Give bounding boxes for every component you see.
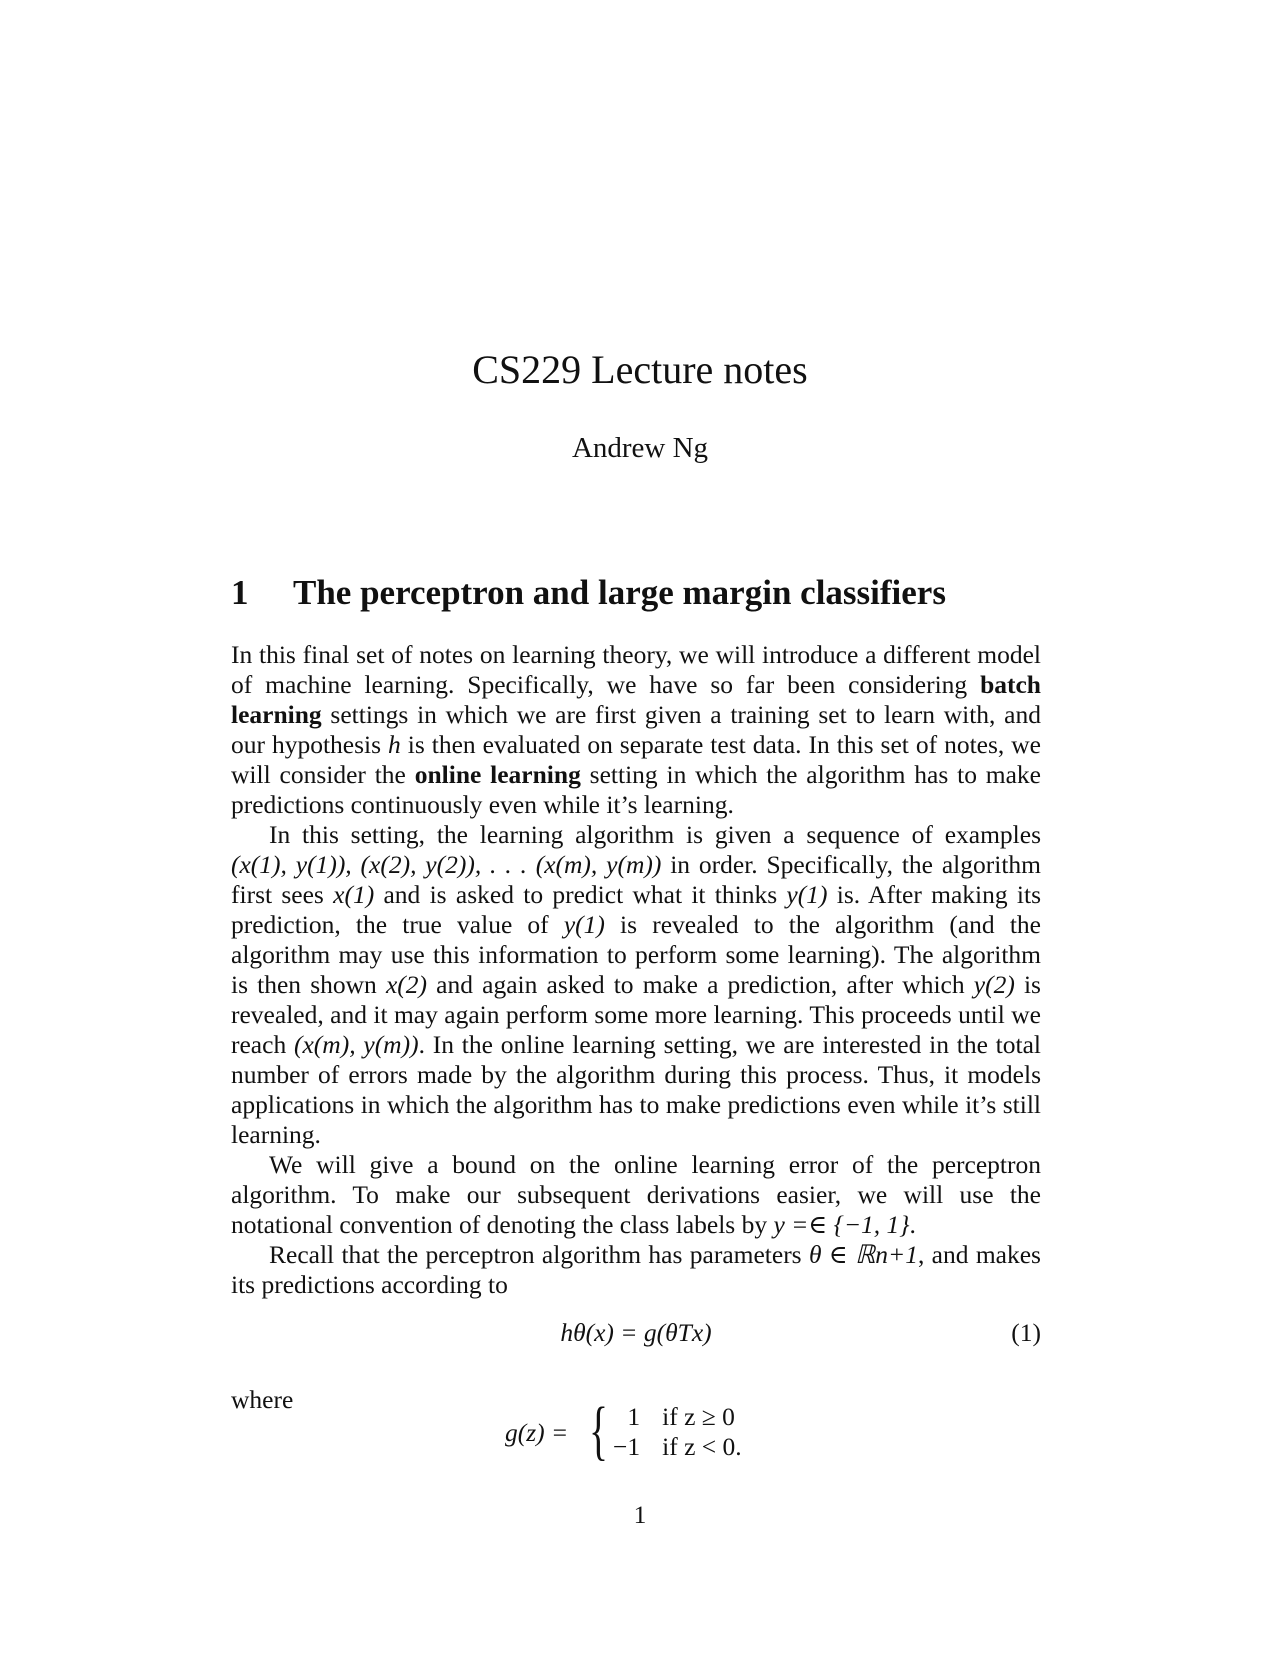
left-brace: { xyxy=(589,1394,609,1467)
case-row xyxy=(613,1402,752,1432)
page-number: 1 xyxy=(633,1500,647,1529)
paragraph-4 xyxy=(231,1240,1041,1300)
math-inline: y(1) xyxy=(786,880,828,909)
text-run: In this final set of notes on learning theory, we will introduce a different model of machine learning. Specifically, we have so far been considering xyxy=(231,640,1041,699)
math-inline: h xyxy=(388,730,401,759)
equation-1-expression: hθ(x) = g(θTx) xyxy=(560,1318,712,1347)
document-author: Andrew Ng xyxy=(571,432,709,464)
case-condition: if z ≥ 0 xyxy=(662,1402,735,1431)
text-run: In this setting, the learning algorithm is given a sequence of examples xyxy=(269,820,1041,849)
math-inline: y =∈ {−1, 1} xyxy=(773,1210,910,1239)
equation-1-tag: (1) xyxy=(1011,1318,1041,1347)
paragraph-3 xyxy=(231,1150,1041,1240)
text-run: and is asked to predict what it thinks xyxy=(374,880,787,909)
section-number: 1 xyxy=(231,573,249,612)
cases-table xyxy=(613,1402,752,1462)
text-run: is then evaluated on separate test data. In this set of notes, we will consider the xyxy=(231,730,1041,789)
text-run: is revealed, and it may again perform some more learning. This proceeds until we reach xyxy=(231,970,1041,1059)
paragraph-2 xyxy=(231,820,1041,1150)
text-run: Recall that the perceptron algorithm has parameters xyxy=(269,1240,809,1269)
section-title: The perceptron and large margin classifiers xyxy=(293,573,946,612)
case-condition: if z < 0. xyxy=(662,1432,742,1461)
section-heading xyxy=(231,572,1051,614)
math-inline: (x(m), y(m)) xyxy=(294,1030,419,1059)
document-title: CS229 Lecture notes xyxy=(472,347,808,392)
equation-1 xyxy=(231,1318,1041,1354)
paragraph-1 xyxy=(231,640,1041,820)
text-run: setting in which the algorithm has to make predictions continuously even while it’s learning. xyxy=(231,760,1041,819)
section-body xyxy=(231,640,1041,1300)
case-row xyxy=(613,1432,752,1462)
math-inline: x(1) xyxy=(333,880,375,909)
text-run: . xyxy=(909,1210,916,1239)
math-inline: y(2) xyxy=(973,970,1015,999)
text-run: settings in which we are first given a training set to learn with, and our hypothesis xyxy=(231,700,1041,759)
text-run: . In the online learning setting, we are interested in the total number of errors made by the algorithm during this process. Thus, it models applications in which the algorithm has to make predictions even while it’s still learning. xyxy=(231,1030,1042,1149)
bold-term: batch learning xyxy=(231,670,1041,729)
case-value: −1 xyxy=(613,1432,641,1461)
where-text: where xyxy=(231,1385,294,1414)
text-run: is revealed to the algorithm (and the algorithm may use this information to perform some learning). The algorithm is then shown xyxy=(231,910,1041,999)
text-run: We will give a bound on the online learning error of the perceptron algorithm. To make our subsequent derivations easier, we will use the notational convention of denoting the class labels by xyxy=(231,1150,1041,1239)
math-inline: θ ∈ ℝn+1 xyxy=(808,1240,918,1269)
math-inline: (x(1), y(1)), (x(2), y(2)), . . . (x(m), y(m)) xyxy=(231,850,662,879)
text-run: and again asked to make a prediction, after which xyxy=(427,970,974,999)
text-run: is. After making its prediction, the true value of xyxy=(231,880,1042,939)
equation-2-lhs: g(z) = xyxy=(505,1418,569,1447)
math-inline: x(2) xyxy=(385,970,428,999)
text-run: in order. Specifically, the algorithm first sees xyxy=(231,850,1041,909)
bold-term: online learning xyxy=(414,760,581,789)
case-value: 1 xyxy=(627,1402,641,1431)
equation-2 xyxy=(505,1394,835,1467)
math-inline: y(1) xyxy=(563,910,605,939)
text-run: , and makes its predictions according to xyxy=(231,1240,1041,1299)
